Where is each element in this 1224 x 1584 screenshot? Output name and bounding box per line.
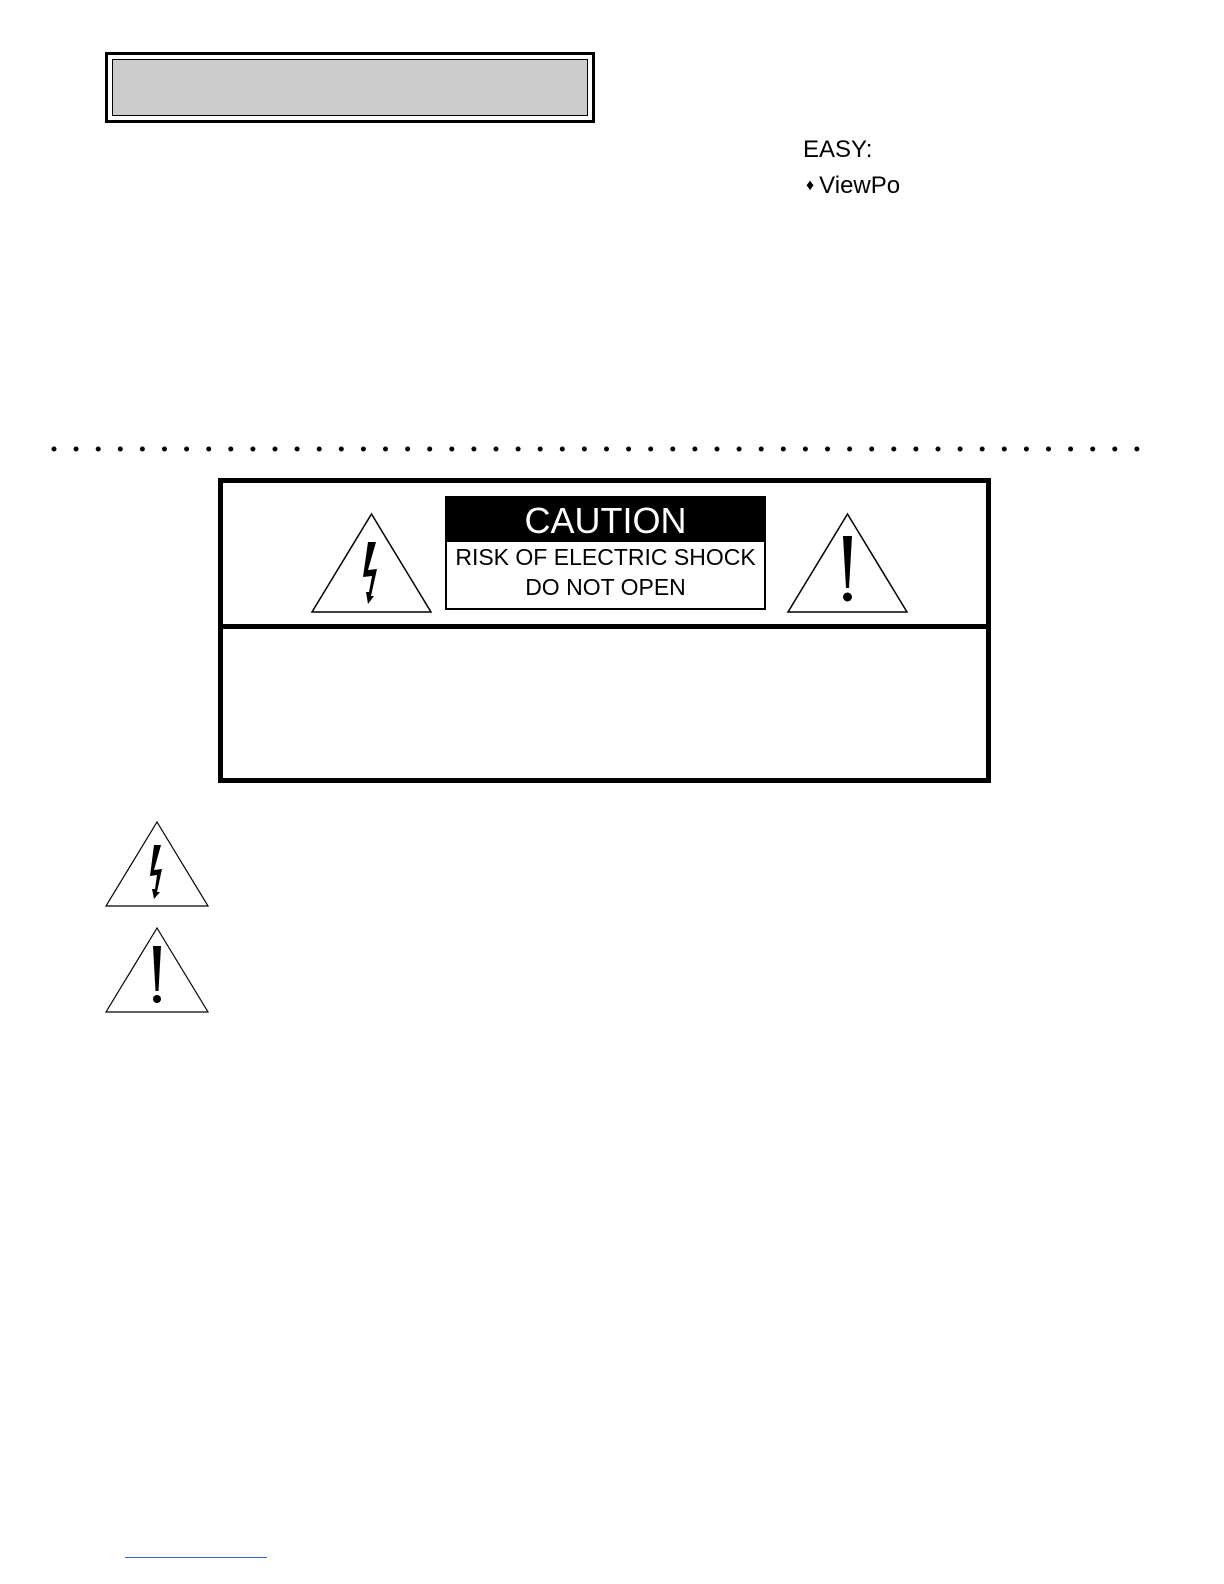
caution-line-shock: RISK OF ELECTRIC SHOCK bbox=[455, 544, 756, 570]
section-title-box-fill bbox=[112, 59, 588, 116]
footer-link-rule bbox=[125, 1557, 267, 1558]
caution-notice-frame bbox=[218, 478, 991, 783]
section-title-box bbox=[105, 52, 595, 123]
lightning-warning-icon bbox=[310, 512, 433, 614]
feature-list-item bbox=[806, 172, 900, 200]
exclamation-warning-icon bbox=[104, 926, 210, 1014]
caution-label bbox=[445, 496, 766, 610]
caution-line-open: DO NOT OPEN bbox=[525, 574, 686, 600]
caution-divider bbox=[223, 624, 986, 629]
easy-label: EASY: bbox=[803, 136, 873, 163]
caution-heading: CAUTION bbox=[447, 498, 764, 542]
exclamation-warning-icon bbox=[786, 512, 909, 614]
lightning-warning-icon bbox=[104, 820, 210, 908]
dotted-separator bbox=[50, 445, 1150, 453]
feature-item-text: ViewPo bbox=[819, 172, 901, 199]
diamond-bullet-icon: ♦ bbox=[806, 177, 815, 194]
